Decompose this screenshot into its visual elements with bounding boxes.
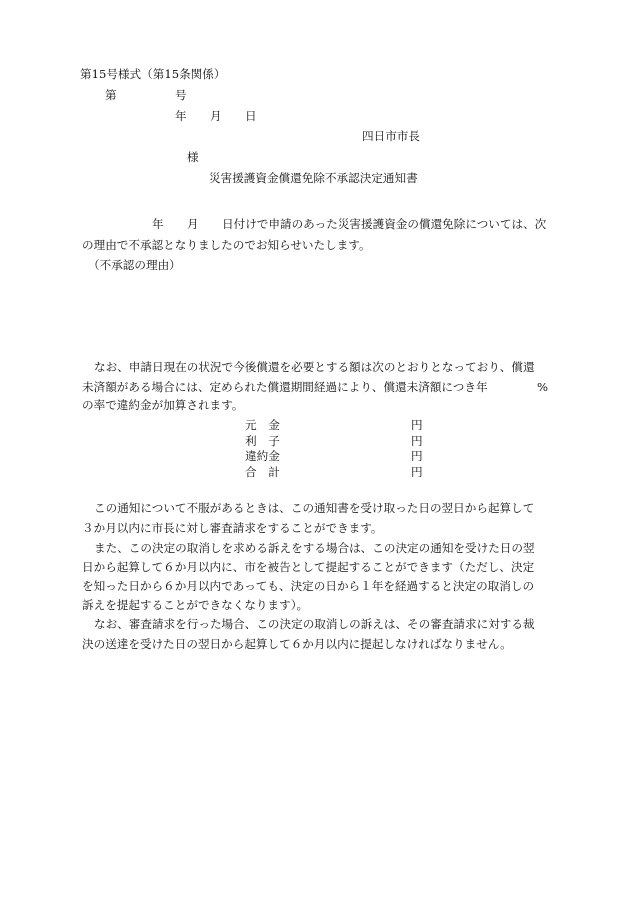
p4-line2-text: 日から起算して６か月以内に、市を被告として提起することができます（ただし、決定: [82, 560, 535, 574]
amount-total-unit: 円: [411, 465, 423, 479]
p2-line3-text: の率で違約金が加算されます。: [82, 398, 244, 412]
p1-month-label: 月: [187, 217, 199, 231]
amount-total-label: 合 計: [245, 465, 280, 479]
addressee-suffix: 様: [187, 150, 199, 164]
amount-principal-label: 元 金: [245, 418, 280, 432]
p4-line3-text: を知った日から６か月以内であっても、決定の日から１年を経過すると決定の取消しの: [82, 579, 535, 593]
reason-heading: （不承認の理由）: [88, 258, 181, 272]
amount-interest-unit: 円: [411, 434, 423, 448]
p3-line1-text: この通知について不服があるときは、この通知書を受け取った日の翌日から起算して: [94, 501, 535, 515]
date-year-label: 年: [175, 109, 187, 123]
document-number-suffix: 号: [175, 88, 187, 102]
p1-line2-text: の理由で不承認となりましたのでお知らせいたします。: [82, 238, 371, 252]
p1-year-label: 年: [152, 217, 164, 231]
p2-percent-sign: %: [537, 380, 549, 394]
amount-penalty-label: 違約金: [245, 449, 280, 463]
p1-line1-text: 日付けで申請のあった災害援護資金の償還免除については、次: [222, 217, 547, 231]
p4-line4-text: 訴えを提起することができなくなります）。: [82, 598, 309, 612]
p5-line2-text: 決の送達を受けた日の翌日から起算して６か月以内に提起しなければなりません。: [82, 637, 512, 651]
p3-line2-text: ３か月以内に市長に対し審査請求をすることができます。: [82, 521, 383, 535]
p5-line1-text: なお、審査請求を行った場合、この決定の取消しの訴えは、その審査請求に対する裁: [94, 617, 535, 631]
form-style-label: 第15号様式（第15条関係）: [80, 67, 226, 81]
p4-line1-text: また、この決定の取消しを求める訴えをする場合は、この決定の通知を受けた日の翌: [94, 541, 535, 555]
date-month-label: 月: [210, 109, 222, 123]
document-title: 災害援護資金償還免除不承認決定通知書: [209, 171, 418, 185]
p2-line2-text: 未済額がある場合には、定められた償還期間経過により、償還未済額につき年: [82, 380, 488, 394]
date-day-label: 日: [245, 109, 257, 123]
amount-penalty-unit: 円: [411, 449, 423, 463]
document-number-prefix: 第: [105, 88, 117, 102]
amount-interest-label: 利 子: [245, 434, 280, 448]
amount-principal-unit: 円: [411, 418, 423, 432]
issuer-name: 四日市市長: [362, 129, 420, 143]
p2-line1-text: なお、申請日現在の状況で今後償還を必要とする額は次のとおりとなっており、償還: [94, 360, 535, 374]
